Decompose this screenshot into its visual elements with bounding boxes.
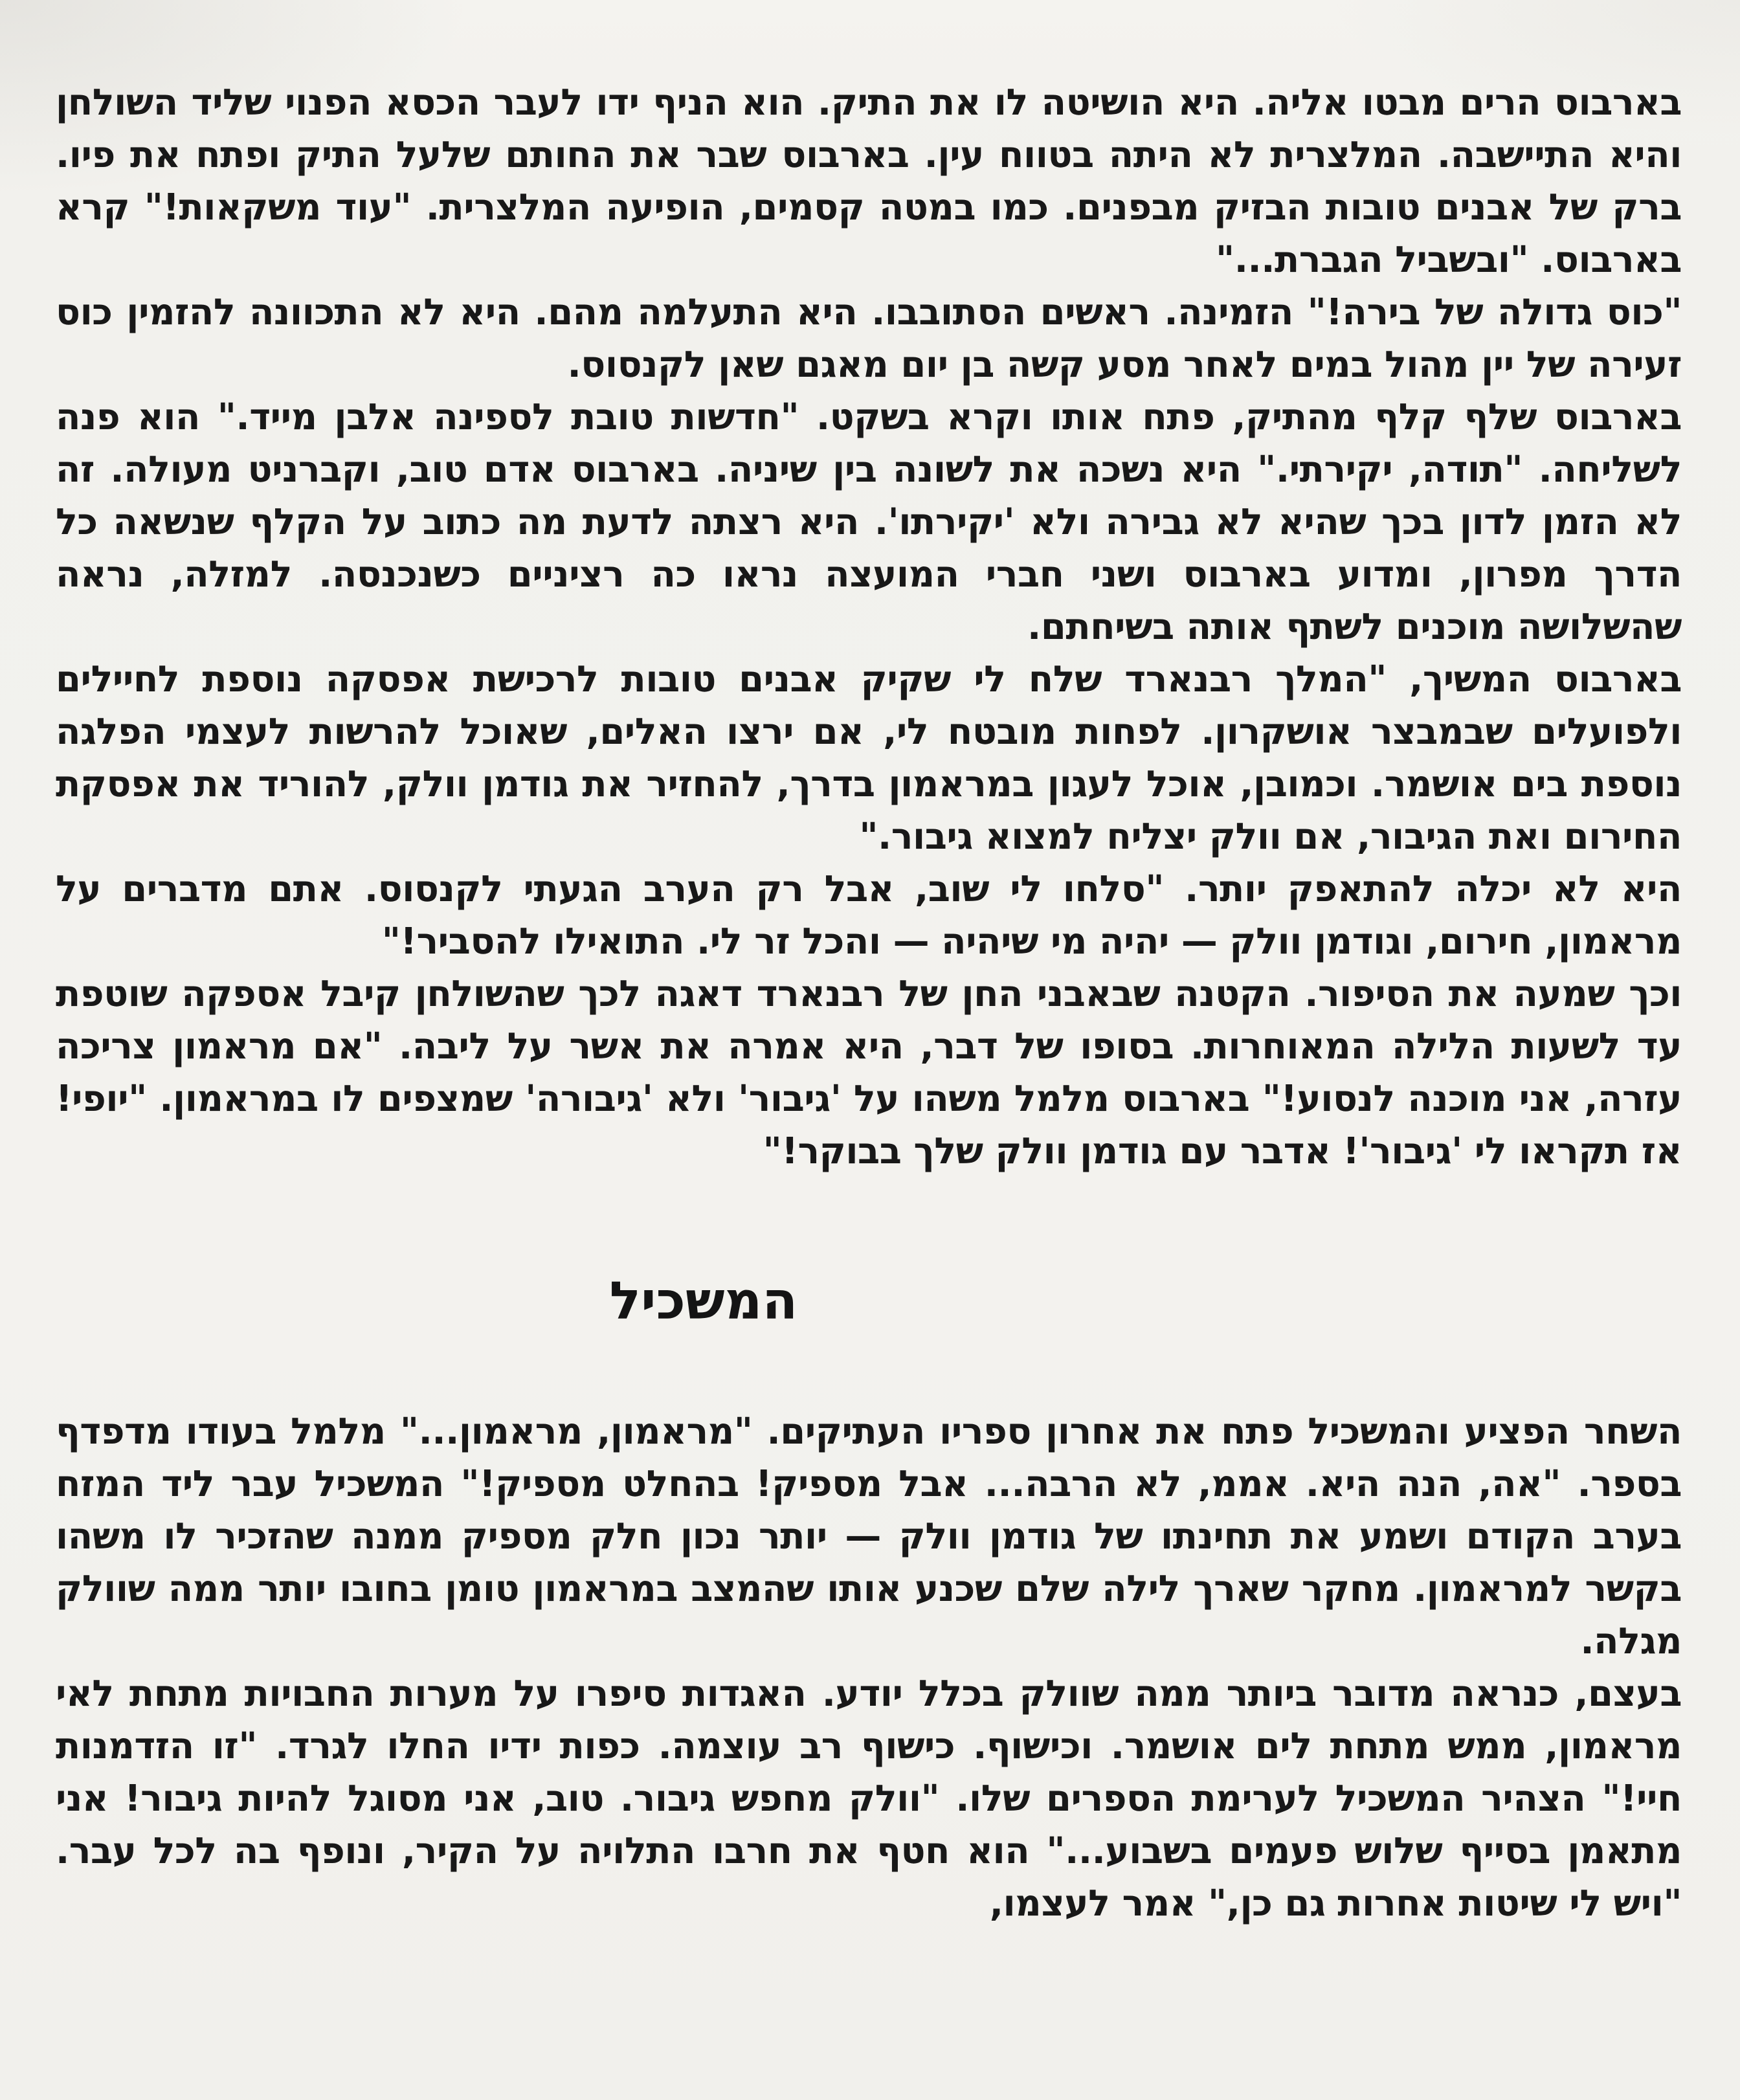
paragraph: "כוס גדולה של בירה!" הזמינה. ראשים הסתובבו. היא התעלמה מהם. היא לא התכוונה להזמין כוס זעירה של יין מהול במים לאחר מסע קשה בן יום מאגם שאן לקנסוס.	[56, 291, 1682, 386]
chapter-heading-text: המשכיל	[609, 1271, 798, 1331]
paragraph: בארבוס המשיך, "המלך רבנארד שלח לי שקיק אבנים טובות לרכישת אפסקה נוספת לחיילים ולפועלים שבמבצר אושקרון. לפחות מובטח לי, אם ירצו האלים, שאוכל להרשות לעצמי הפלגה נוספת בים אושמר. וכמובן, אוכל לעגון במראמון בדרך, להחזיר את גודמן וולק, להוריד את אפסקת החירום ואת הגיבור, אם וולק יצליח למצוא גיבור."	[56, 658, 1682, 858]
paragraph: היא לא יכלה להתאפק יותר. "סלחו לי שוב, אבל רק הערב הגעתי לקנסוס. אתם מדברים על מראמון, חירום, וגודמן וולק — יהיה מי שיהיה — והכל זר לי. התואילו להסביר!"	[56, 868, 1682, 963]
paragraph: בארבוס הרים מבטו אליה. היא הושיטה לו את התיק. הוא הניף ידו לעבר הכסא הפנוי שליד השולחן והיא התיישבה. המלצרית לא היתה בטווח עין. בארבוס שבר את החותם שלעל התיק ופתח את פיו. ברק של אבנים טובות הבזיק מבפנים. כמו במטה קסמים, הופיעה המלצרית. "עוד משקאות!" קרא בארבוס. "ובשביל הגברת..."	[56, 82, 1682, 281]
paragraph: וכך שמעה את הסיפור. הקטנה שבאבני החן של רבנארד דאגה לכך שהשולחן קיבל אספקה שוטפת עד לשעות הלילה המאוחרות. בסופו של דבר, היא אמרה את אשר על ליבה. "אם מראמון צריכה עזרה, אני מוכנה לנסוע!" בארבוס מלמל משהו על 'גיבור' ולא 'גיבורה' שמצפים לו במראמון. "יופי! אז תקראו לי 'גיבור'! אדבר עם גודמן וולק שלך בבוקר!"	[56, 973, 1682, 1172]
chapter-heading	[56, 1273, 1682, 1329]
paragraph: בעצם, כנראה מדובר ביותר ממה שוולק בכלל יודע. האגדות סיפרו על מערות החבויות מתחת לאי מראמון, ממש מתחת לים אושמר. וכישוף. כישוף רב עוצמה. כפות ידיו החלו לגרד. "זו הזדמנות חיי!" הצהיר המשכיל לערימת הספרים שלו. "וולק מחפש גיבור. טוב, אני מסוגל להיות גיבור! אני מתאמן בסייף שלוש פעמים בשבוע..." הוא חטף את חרבו התלויה על הקיר, ונופף בה לכל עבר. "ויש לי שיטות אחרות גם כן," אמר לעצמו,	[56, 1673, 1682, 1925]
paragraph: בארבוס שלף קלף מהתיק, פתח אותו וקרא בשקט. "חדשות טובת לספינה אלבן מייד." הוא פנה לשליחה. "תודה, יקירתי." היא נשכה את לשונה בין שיניה. בארבוס אדם טוב, וקברניט מעולה. זה לא הזמן לדון בכך שהיא לא גבירה ולא 'יקירתו'. היא רצתה לדעת מה כתוב על הקלף שנשאה כל הדרך מפרון, ומדוע בארבוס ושני חברי המועצה נראו כה רציניים כשנכנסה. למזלה, נראה שהשלושה מוכנים לשתף אותה בשיחתם.	[56, 396, 1682, 648]
bottom-section	[56, 1405, 1682, 1930]
top-section	[56, 76, 1682, 1178]
paragraph: השחר הפציע והמשכיל פתח את אחרון ספריו העתיקים. "מראמון, מראמון..." מלמל בעודו מדפדף בספר. "אה, הנה היא. אממ, לא הרבה... אבל מספיק! בהחלט מספיק!" המשכיל עבר ליד המזח בערב הקודם ושמע את תחינתו של גודמן וולק — יותר נכון חלק מספיק ממנה שהזכיר לו משהו בקשר למראמון. מחקר שארך לילה שלם שכנע אותו שהמצב במראמון טומן בחובו יותר ממה שוולק מגלה.	[56, 1411, 1682, 1662]
